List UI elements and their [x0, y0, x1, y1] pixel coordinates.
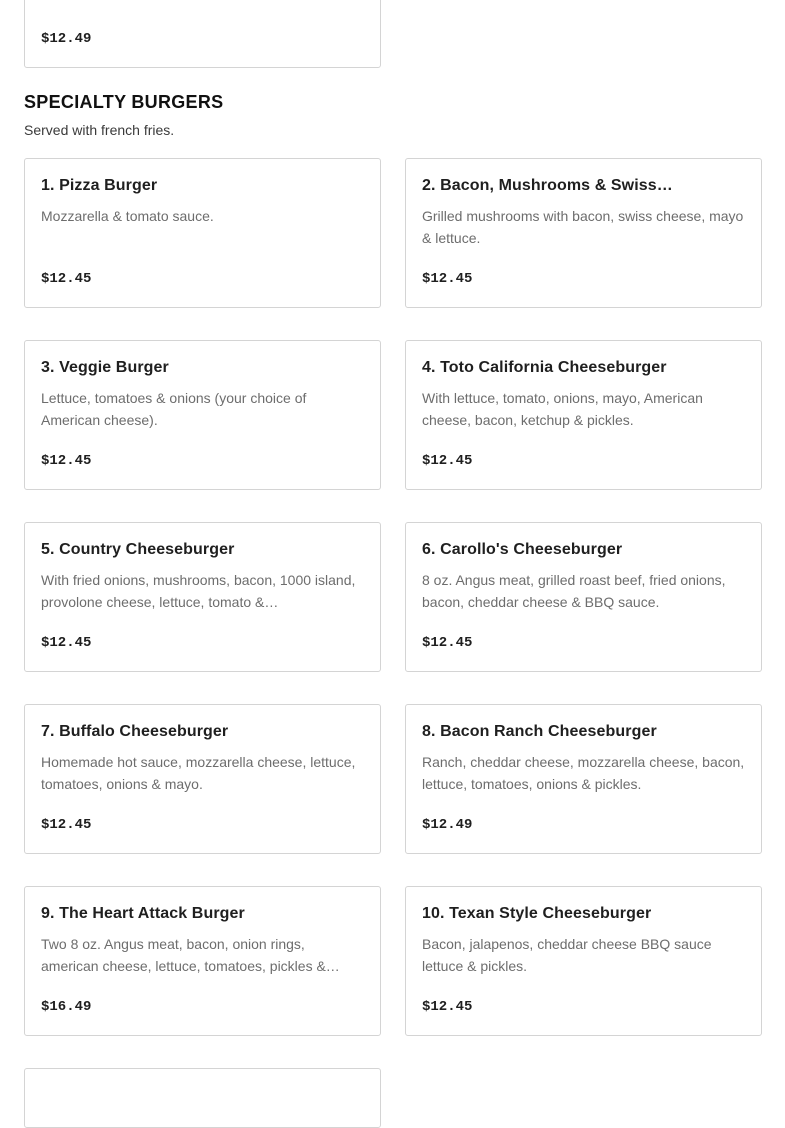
menu-item-description: With fried onions, mushrooms, bacon, 1000 island, provolone cheese, lettuce, tomato &… [41, 572, 356, 610]
menu-item-name: 9. The Heart Attack Burger [41, 905, 245, 922]
menu-item-card[interactable] [24, 704, 381, 854]
menu-item-price: $12.49 [422, 817, 473, 833]
menu-item-name: 6. Carollo's Cheeseburger [422, 541, 623, 558]
menu-item-card[interactable] [24, 886, 381, 1036]
menu-item-card[interactable] [24, 522, 381, 672]
menu-item-name: 4. Toto California Cheeseburger [422, 359, 667, 376]
menu-item-description: Grilled mushrooms with bacon, swiss cheese, mayo & lettuce. [422, 208, 744, 246]
menu-item-card[interactable] [24, 0, 381, 68]
menu-item-description: Bacon, jalapenos, cheddar cheese BBQ sauce lettuce & pickles. [422, 936, 712, 974]
menu-item-card[interactable] [24, 158, 381, 308]
menu-item-description: Homemade hot sauce, mozzarella cheese, lettuce, tomatoes, onions & mayo. [41, 754, 356, 792]
menu-item-card[interactable] [24, 1068, 381, 1128]
section-subtitle: Served with french fries. [24, 122, 175, 138]
menu-item-price: $12.45 [41, 453, 92, 469]
menu-item-description: 8 oz. Angus meat, grilled roast beef, fried onions, bacon, cheddar cheese & BBQ sauce. [422, 572, 726, 610]
menu-item-price: $12.45 [422, 453, 473, 469]
menu-item-price: $12.45 [41, 635, 92, 651]
menu-item-price: $16.49 [41, 999, 92, 1015]
menu-item-description: Two 8 oz. Angus meat, bacon, onion rings, american cheese, lettuce, tomatoes, pickles &… [41, 936, 340, 974]
menu-item-description: Mozzarella & tomato sauce. [41, 208, 214, 224]
menu-item-price: $12.49 [41, 31, 92, 47]
menu-item-name: 2. Bacon, Mushrooms & Swiss… [422, 177, 673, 194]
menu-item-card[interactable] [405, 704, 762, 854]
menu-item-description: Ranch, cheddar cheese, mozzarella cheese, bacon, lettuce, tomatoes, onions & pickles. [422, 754, 745, 792]
menu-item-card[interactable] [24, 340, 381, 490]
menu-item-card[interactable] [405, 522, 762, 672]
menu-item-name: 1. Pizza Burger [41, 177, 158, 194]
menu-item-description: With lettuce, tomato, onions, mayo, American cheese, bacon, ketchup & pickles. [422, 390, 703, 428]
menu-item-price: $12.45 [422, 271, 473, 287]
menu-item-name: 5. Country Cheeseburger [41, 541, 235, 558]
section-title: SPECIALTY BURGERS [24, 92, 224, 112]
menu-item-name: 3. Veggie Burger [41, 359, 169, 376]
menu-item-card[interactable] [405, 886, 762, 1036]
menu-item-price: $12.45 [41, 271, 92, 287]
menu-item-name: 7. Buffalo Cheeseburger [41, 723, 229, 740]
menu-item-description: Lettuce, tomatoes & onions (your choice of American cheese). [41, 390, 307, 428]
menu-item-price: $12.45 [422, 635, 473, 651]
menu-item-card[interactable] [405, 158, 762, 308]
menu-item-price: $12.45 [422, 999, 473, 1015]
menu-item-name: 8. Bacon Ranch Cheeseburger [422, 723, 657, 740]
menu-item-card[interactable] [405, 340, 762, 490]
menu-item-price: $12.45 [41, 817, 92, 833]
menu-item-name: 10. Texan Style Cheeseburger [422, 905, 652, 922]
